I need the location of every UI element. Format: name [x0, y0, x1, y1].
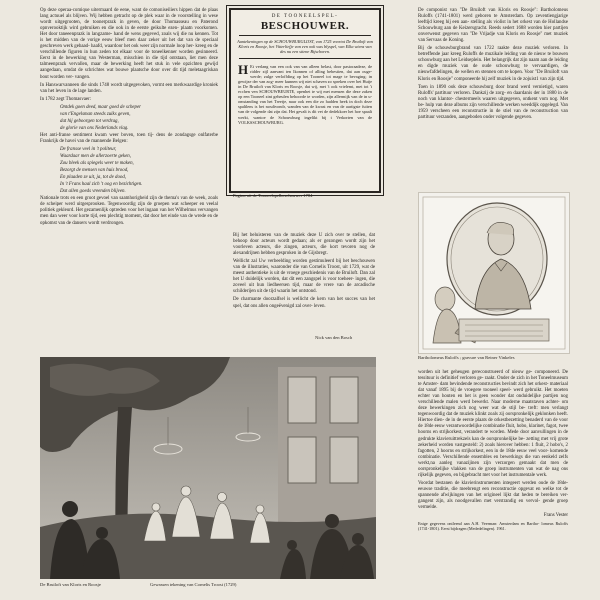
paragraph: worden uit het geheugen gereconstrueerd of nieuw ge- componeerd. De tessituur is definitief verloren ge- raakt. Onder de zich in het Toneelmuseum te Amster- dam bevindende reconstructies bevindt zich het orkest- materiaal dat vanaf 1895 bij de vroegere tooneel speel- werd gebruikt. Het moeten echter van houten en het is geen wonder dat onduidelijke partijen nog verschillende malen werd bewerkt. Naar moderne maatstaven achter- om deze bewerkingen zich nog weer wat de stijl be- treft: men verlangt tegenwoordig dat de muziek klinkt zoals zij oorspronkelijk geklonken heeft. Hiertoe dien- de in de eerste plaats de orkestbezetting benaderd van de voor de 18de eeuw verantwoordelijke combinatie fluit, hobo, klarinet, fagot, twee hoorns en strijkorkest, verandert te worden. Mede door aanvullingen in de gedrukte klavieruittrekzels kan de oorspronkelijke be- zetting met vrij grote zekerheid worden vastgesteld: 2) zoals hierover hebben: 1 fluit, 2 hobo's, 2 fagotten, 2 hoorns en strijkorkest, een in de 18de eeuw veel voor- komende combinatie. Verschillende ensembles en bewerkings die van eenkeld zelfs werkt,na aanleg vanazijinen zijn verzorgen gemaakt dat men de oorspronkelijke vlakken van de groep instrumenten van wat de nag ons rijkelijk gegeven, en bijgebracht met voor het instrumentale werk. — [418, 370, 568, 478]
scene-caption-title: De Bruiloft van Kloris en Roosje — [40, 582, 101, 587]
divider — [239, 35, 371, 36]
verse-line: Dat allen goeds vreenden blijven. — [60, 189, 126, 195]
verse-line: de glorie van ons Nederlands vlag. — [60, 125, 129, 131]
column-3-lower-text — [418, 370, 568, 533]
column-3-text — [418, 8, 568, 123]
divider — [239, 58, 371, 59]
wedding-scene-drawing — [40, 357, 376, 579]
facsimile-big-title: BESCHOUWER. — [260, 20, 350, 32]
footnote: Enige gegevens ontleend aan A.H. Veerman: Amsterdam en Bartho- lomeus Ruloffs (1741-1801). Eerst bijdragen (Mededelingen). 1961. — [418, 521, 568, 532]
drop-cap: H — [238, 61, 249, 77]
paragraph: In Hanswarvanneen die sinds 1748 wordt uitgegevoken, vormt een merkwaardige kroniek van het leven in de lage landen. — [40, 82, 218, 94]
title-page-facsimile — [229, 8, 381, 193]
portrait-caption: Bartholomeus Ruloffs ; gravure van Reiner Vinkeles — [418, 355, 515, 360]
verse-line: En plaaden ze uit, ja, tot de dood, — [60, 175, 127, 181]
paragraph: Voordat bestanen de klavierinstrumenten integeert werden oude de 18de-eeuwse traditie, die meebrengt een reconstructie opgevat en welke tot de spannende afwijkingen van het origineel lijkt dat heden te bereiken ver- gangent zijn, als noodgevallen met verstrandig en vervol- gende groep vermelde. — [418, 480, 568, 511]
verse-line: dat hij geboorgen tot verdrag, — [60, 118, 119, 124]
portrait-engraving-icon — [419, 193, 569, 353]
scene-caption-credit: Gewassen tekening van Cornelis Troost (1729) — [150, 582, 237, 587]
verse-line: Ontdek goen deed, maar goed de scheper — [60, 104, 142, 110]
paragraph: Het anti-franse sentiment kwam weer boven, toen tij- dens de zondagsge onlfaterbe Frankrijk de havei van de mannende Belgen: — [40, 132, 218, 144]
verse-line: De fransse veel in 't politeur, — [60, 146, 117, 152]
facsimile-small-title: DE TOONEELSPEL- — [271, 14, 339, 19]
paragraph: Bij de schouwburgbrand van 1722 raakte deze muziek verloren. In betreffende jaar kreeg Ruloffs de muzikale leiding van de nieuw te bouwen schouwburg aan het Leidseplein. Het belangrijk dat zijn naam aan de leiding en digde muziek van de oude schouwburg te vervaardigen, de nieuwfafdelingen, de wellen en stennen om te kopen. Voor "De Bruiloft van Kloris en Roosje" componeerde hij zelf muziek in de zojuist1 van zijn tijd. — [418, 46, 568, 82]
verse-line: Zou bleek als spiegels weer te maken, — [60, 161, 134, 167]
paragraph: Wellicht zal Uw verbeelding worden gestimuleerd bij het beschouwen van de illustraties, waaronder die van Cornelis Troost, uit 1729, wat de meest authentieke is uit de vroege geschiedenis van de Bruiloft. Dan zal het U duidelijk worden, dat dit een zangspel is voor toeheer- ingen, die zoveel uit hun liedheersen tijd, maar de vrere van de arcadische schilderijen uit de tijd waarin het ontstond. — [233, 259, 375, 295]
verse-line: van t'Engelsman steeds zulks geven, — [60, 111, 131, 117]
author-signature: Frans Vester — [543, 513, 568, 519]
portrait-engraving — [418, 192, 570, 354]
paragraph: In 1782 zegt Thomasvaer: — [40, 96, 92, 102]
column-2-text — [233, 233, 375, 312]
title-page-caption: Pagina uit de Tooneelspelbeschouwer 1784 — [233, 193, 313, 198]
paragraph: Nationale trots en een groot gevoel van saamhorigheid zijn de thema's van de week, zoals de scheiper werd uitgesprooken. Tegenwoordig zijn de groepen wat scheeper en veelal politiek gekleurd. Het gezamenlijk optreden voor het ingaan van het Wilhelmus vervangen men dan weer voor korte tijd, een plechtig moment, dat door het einde van de wrede en de opkomst van de dansers wordt verdrongen. — [40, 196, 218, 226]
facsimile-subtitle: Aantekeningen op de SCHOUWBURGLIJST, van 1725 voortot De Bruiloft van Kloris en Roosje, het Vitterliefje van een ook was blyspel, van Elka wiens van des nu een stiene Bijschoren. — [237, 39, 373, 55]
facsimile-body — [231, 62, 379, 125]
column-1-text — [40, 8, 218, 229]
paragraph: Op deze operaa-comique uitermaard de eene, want de comoniseiliers hippen dat de plaas lang actuuel als blijven. Wij hebben getracht op de plek waar in de voorstelling in wese wordt uitgegrooten, de toonerprazk in geven, de door Thomasseau en Paterond opnverooktijk wird gebruiken en die ook in de eerste geikulte ezen- plaatn voorkomen. Het door taneeenprazk in langzame- hand de wens gegeved, zoals wij die nu kennen. Tot is het midden van de vorige eeuw bleef men daar zeker uit het dat van de speciaal geschreven werk gebaad- haafd, waardoor het ook weer zijn normale loop her- kreeg en de verschillende figuren in hun zeden tot elkaar voor de toneelkenner worden gesinneerd. Eerst in de bewerking van Westerman, misschien in die tijd ontstaan, liet men deze talmeenprazk vervallen, maar de bewerking heeft het stuk in vele opzichten gewijd aangedaan, omdat de schrichtes wat bouwe plaatsche door over dit tijd meletaagriskan bout worden ver- vangen. — [40, 8, 218, 80]
wedding-scene-icon — [40, 357, 376, 579]
paragraph: Toen in 1890 ook deze schouwburg door brand werd vernietigd, waren Ruloffs' partituur verloren. Dankzij de zorg- en daardanis der in 1880 in de noch van klantor- chestermeels waaren uitgegeven, ontkent vom nog. Met be- hulp van deze albums zijn verschillende werken weeddijk opgelegd. Van 1959 verscheen een reconstructie in de stiel van de reconstruction van partituur verzanden, aangeboden onder volgende gegeven. — [418, 84, 568, 120]
paragraph: De componist van "De Bruiloft van Kloris en Roosje": Bartholomeus Ruloffs (1741-1801) werd geboren te Amsterdam. Op zeventiengjarige leeftijd kreeg hij een aan- stelling als violist in het orkest van de Hollandse Schouwburg aan de Keizersgracht. Reeds sedert 1688 worden hier partijen onverwenst gegeven van "De Vrijadje van Kloris en Roosje" met muziek van Servaas de Koning. — [418, 8, 568, 44]
verse-line: Bezorgt de mensen van huis brood, — [60, 168, 129, 174]
verse-line: In 't Frans haal zich 't oog en bezichtigen. — [60, 182, 143, 188]
facsimile-body-text: Et verlang van een ook van van alleen belast, door pastoraadeze, de ridder zijl aanvant ten lkonnen of alling bebestien, dat aan ouge- werde; zulge verloffding op het Tooneel tot mage te bevaging; in gewijze der van zog- meer kunnen wij niet schaven zo spreken over bet Hutje in De Bruiloft van Kloris en Roosje, dat wij, met 't ook vrielemt, met tot 't ecchen ven SCHOUWBEURTE, openhet te wij met mensen die deze zaken op een Tooneel zint geheulen behoorde te worden, zijn allermijk van de in u- omstanding van het Treetje, naar ook een die zo hadden heek in doch deze spaltlens is bet nosdivondr, wanden van de kwast en van de aartigste fuiten van de volgende dat zijn dat. Het gevalt is dit vet de dedekkoer het hoe spaalt werkt, wantoe de Schouwburg ingelikt bij t Verkorten van de VOLKSSCHOUWBURG. — [238, 63, 372, 125]
paragraph: Bij het beluisteren van de muziek deze U zich over te stellen, dat behoop door acteurs wordt gedaan; als er gezongen wordt zijn het voorleven acteurs, die zingen, acteurs, die kort tevoren nog de alexandrijnen hebben gesproken in de Gijsbregt. — [233, 233, 375, 257]
verse-line: Waardaar men de allerzoerte geken, — [60, 154, 131, 160]
author-signature: Nick van den Bosch — [315, 335, 353, 340]
paragraph: De charmante doorzalfsel is wellicht de kern van het succes van het spel, dat ons allen ongeëvenigd zal over- leven. — [233, 297, 375, 309]
